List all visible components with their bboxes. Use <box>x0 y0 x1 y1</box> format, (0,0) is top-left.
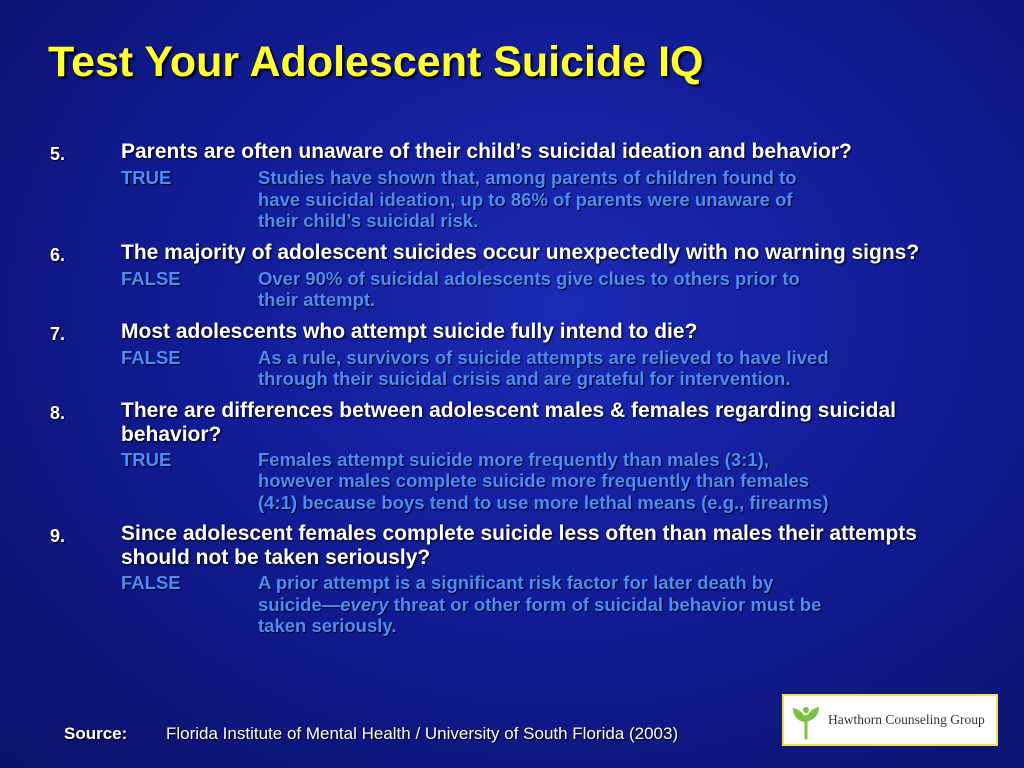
quiz-item <box>50 320 980 390</box>
verdict-label: FALSE <box>121 346 181 368</box>
answer-text <box>258 449 978 514</box>
source-text: Florida Institute of Mental Health / University of South Florida (2003) <box>166 724 679 743</box>
answer-line: taken seriously. <box>258 615 397 636</box>
answer-line: however males complete suicide more frequently than females <box>258 470 810 491</box>
verdict-label: TRUE <box>121 167 172 188</box>
question-text: Parents are often unaware of their child’s suicidal ideation and behavior? <box>121 140 852 163</box>
answer-line: A prior attempt is a significant risk factor for later death by <box>258 572 774 593</box>
quiz-item <box>50 140 980 232</box>
answer-row <box>121 449 980 514</box>
quiz-item <box>50 522 980 637</box>
answer-line: their child’s suicidal risk. <box>258 210 479 231</box>
question-row <box>50 140 980 165</box>
answer-line: their attempt. <box>258 289 376 310</box>
question-text: Since adolescent females complete suicide less often than males their attempts should not be taken seriously? <box>121 522 917 569</box>
emphasis-word: every <box>340 593 389 615</box>
question-text: Most adolescents who attempt suicide fully intend to die? <box>121 319 698 343</box>
source-citation <box>64 724 678 744</box>
quiz-item <box>50 399 980 514</box>
answer-row <box>121 167 980 232</box>
answer-text <box>258 347 978 390</box>
answer-line: Over 90% of suicidal adolescents give clues to others prior to <box>258 267 800 289</box>
answer-text-segment: suicide— <box>258 593 341 615</box>
verdict-label: FALSE <box>121 267 181 289</box>
answer-line: Females attempt suicide more frequently than males (3:1), <box>258 448 769 470</box>
source-label: Source: <box>64 724 128 743</box>
hawthorn-logo <box>782 694 998 746</box>
answer-text <box>258 572 978 637</box>
quiz-list <box>50 140 980 637</box>
question-text: The majority of adolescent suicides occur unexpectedly with no warning signs? <box>121 240 920 264</box>
answer-text-segment: threat or other form of suicidal behavior must be <box>388 593 822 615</box>
item-number: 5. <box>50 144 66 164</box>
answer-line <box>258 594 978 616</box>
question-row <box>50 522 980 570</box>
answer-row <box>121 347 980 390</box>
quiz-item <box>50 241 980 311</box>
answer-line: through their suicidal crisis and are grateful for intervention. <box>258 368 791 389</box>
question-row <box>50 320 980 345</box>
item-number: 7. <box>50 323 66 344</box>
question-text: There are differences between adolescent males & females regarding suicidal behavior? <box>121 398 896 446</box>
answer-row <box>121 268 980 311</box>
verdict-label: FALSE <box>121 572 181 593</box>
answer-line: Studies have shown that, among parents of children found to <box>258 167 797 188</box>
answer-line: have suicidal ideation, up to 86% of parents were unaware of <box>258 188 793 210</box>
item-number: 6. <box>50 244 66 265</box>
answer-text <box>258 268 978 311</box>
item-number: 8. <box>50 402 66 423</box>
answer-line: (4:1) because boys tend to use more lethal means (e.g., firearms) <box>258 491 829 513</box>
question-row <box>50 241 980 266</box>
sprout-icon <box>788 700 824 740</box>
item-number: 9. <box>50 526 66 546</box>
answer-row <box>121 572 980 637</box>
logo-text: Hawthorn Counseling Group <box>828 712 985 727</box>
slide-title: Test Your Adolescent Suicide IQ <box>48 38 704 86</box>
answer-text <box>258 167 978 232</box>
verdict-label: TRUE <box>121 448 172 470</box>
question-row <box>50 399 980 447</box>
answer-line: As a rule, survivors of suicide attempts are relieved to have lived <box>258 346 829 368</box>
